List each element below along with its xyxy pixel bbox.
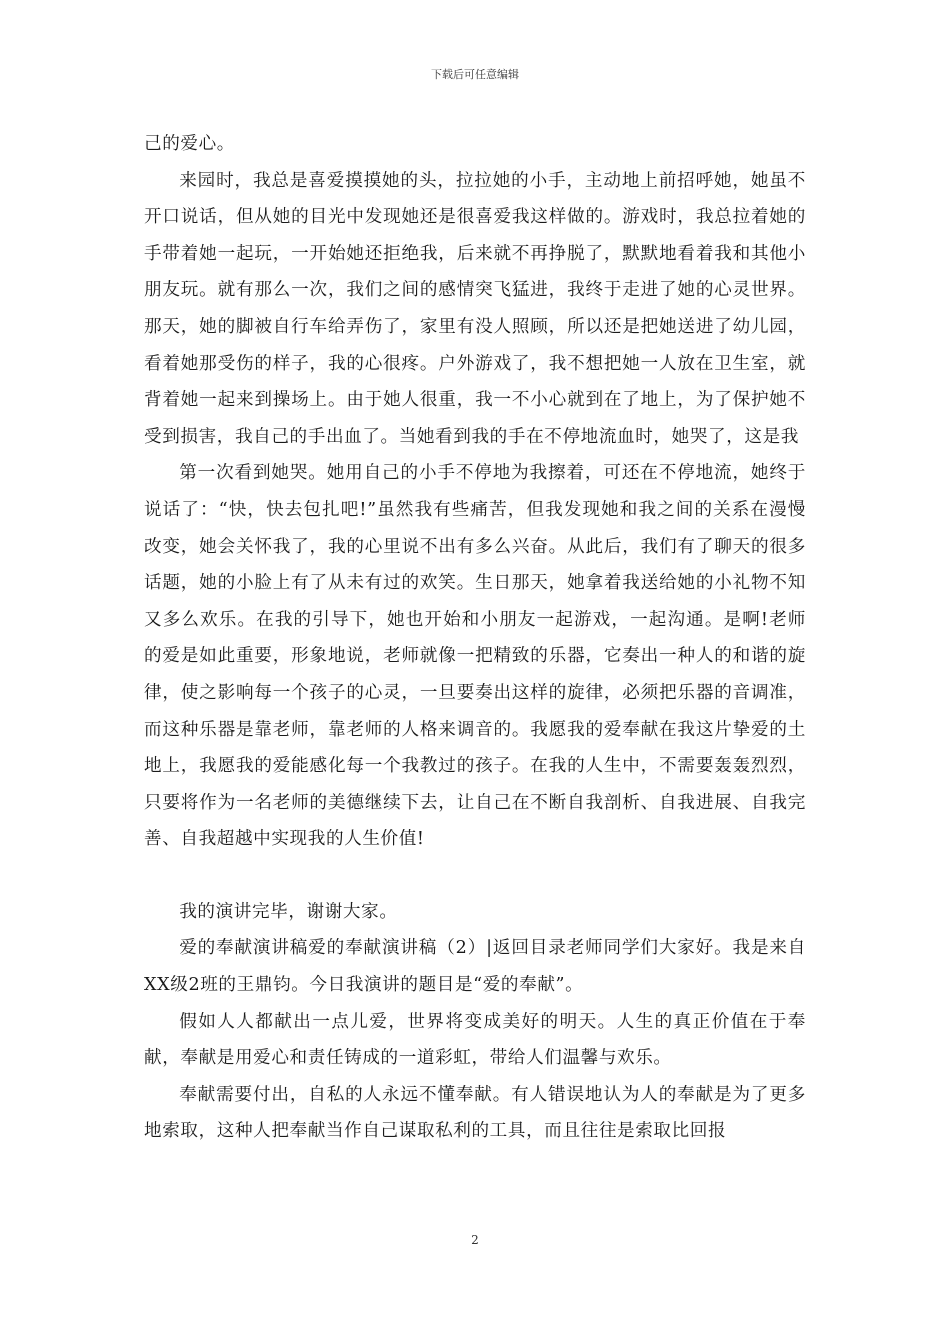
page-header: 下载后可任意编辑 — [431, 68, 519, 81]
paragraph: 假如人人都献出一点儿爱，世界将变成美好的明天。人生的真正价值在于奉献，奉献是用爱心和责任铸成的一道彩虹，带给人们温馨与欢乐。 — [144, 1011, 806, 1069]
paragraph: 来园时，我总是喜爱摸摸她的头，拉拉她的小手，主动地上前招呼她，她虽不开口说话，但从她的目光中发现她还是很喜爱我这样做的。游戏时，我总拉着她的手带着她一起玩，一开始她还拒绝我，后来就不再挣脱了，默默地看着我和其他小朋友玩。就有那么一次，我们之间的感情突飞猛进，我终于走进了她的心灵世界。那天，她的脚被自行车给弄伤了，家里有没人照顾，所以还是把她送进了幼儿园，看着她那受伤的样子，我的心很疼。户外游戏了，我不想把她一人放在卫生室，就背着她一起来到操场上。由于她人很重，我一不小心就到在了地上，为了保护她不受到损害，我自己的手出血了。当她看到我的手在不停地流血时，她哭了，这是我 — [144, 170, 806, 447]
paragraph: 爱的奉献演讲稿爱的奉献演讲稿（2）|返回目录老师同学们大家好。我是来自XX级2班的王鼎钧。今日我演讲的题目是“爱的奉献”。 — [144, 938, 806, 996]
paragraph: 奉献需要付出，自私的人永远不懂奉献。有人错误地认为人的奉献是为了更多地索取，这种人把奉献当作自己谋取私利的工具，而且往往是索取比回报 — [144, 1084, 806, 1142]
page-number: 2 — [471, 1233, 479, 1247]
document-body — [144, 126, 806, 1150]
paragraph: 己的爱心。 — [144, 134, 235, 154]
paragraph: 我的演讲完毕，谢谢大家。 — [179, 901, 398, 922]
paragraph: 第一次看到她哭。她用自己的小手不停地为我擦着，可还在不停地流，她终于说话了：“快，快去包扎吧!”虽然我有些痛苦，但我发现她和我之间的关系在漫慢改变，她会关怀我了，我的心里说不出有多么兴奋。从此后，我们有了聊天的很多话题，她的小脸上有了从未有过的欢笑。生日那天，她拿着我送给她的小礼物不知又多么欢乐。在我的引导下，她也开始和小朋友一起游戏，一起沟通。是啊!老师的爱是如此重要，形象地说，老师就像一把精致的乐器，它奏出一种人的和谐的旋律，使之影响每一个孩子的心灵，一旦要奏出这样的旋律，必须把乐器的音调准，而这种乐器是靠老师，靠老师的人格来调音的。我愿我的爱奉献在我这片挚爱的土地上，我愿我的爱能感化每一个我教过的孩子。在我的人生中，不需要轰轰烈烈，只要将作为一名老师的美德继续下去，让自己在不断自我剖析、自我进展、自我完善、自我超越中实现我的人生价值! — [144, 463, 806, 850]
